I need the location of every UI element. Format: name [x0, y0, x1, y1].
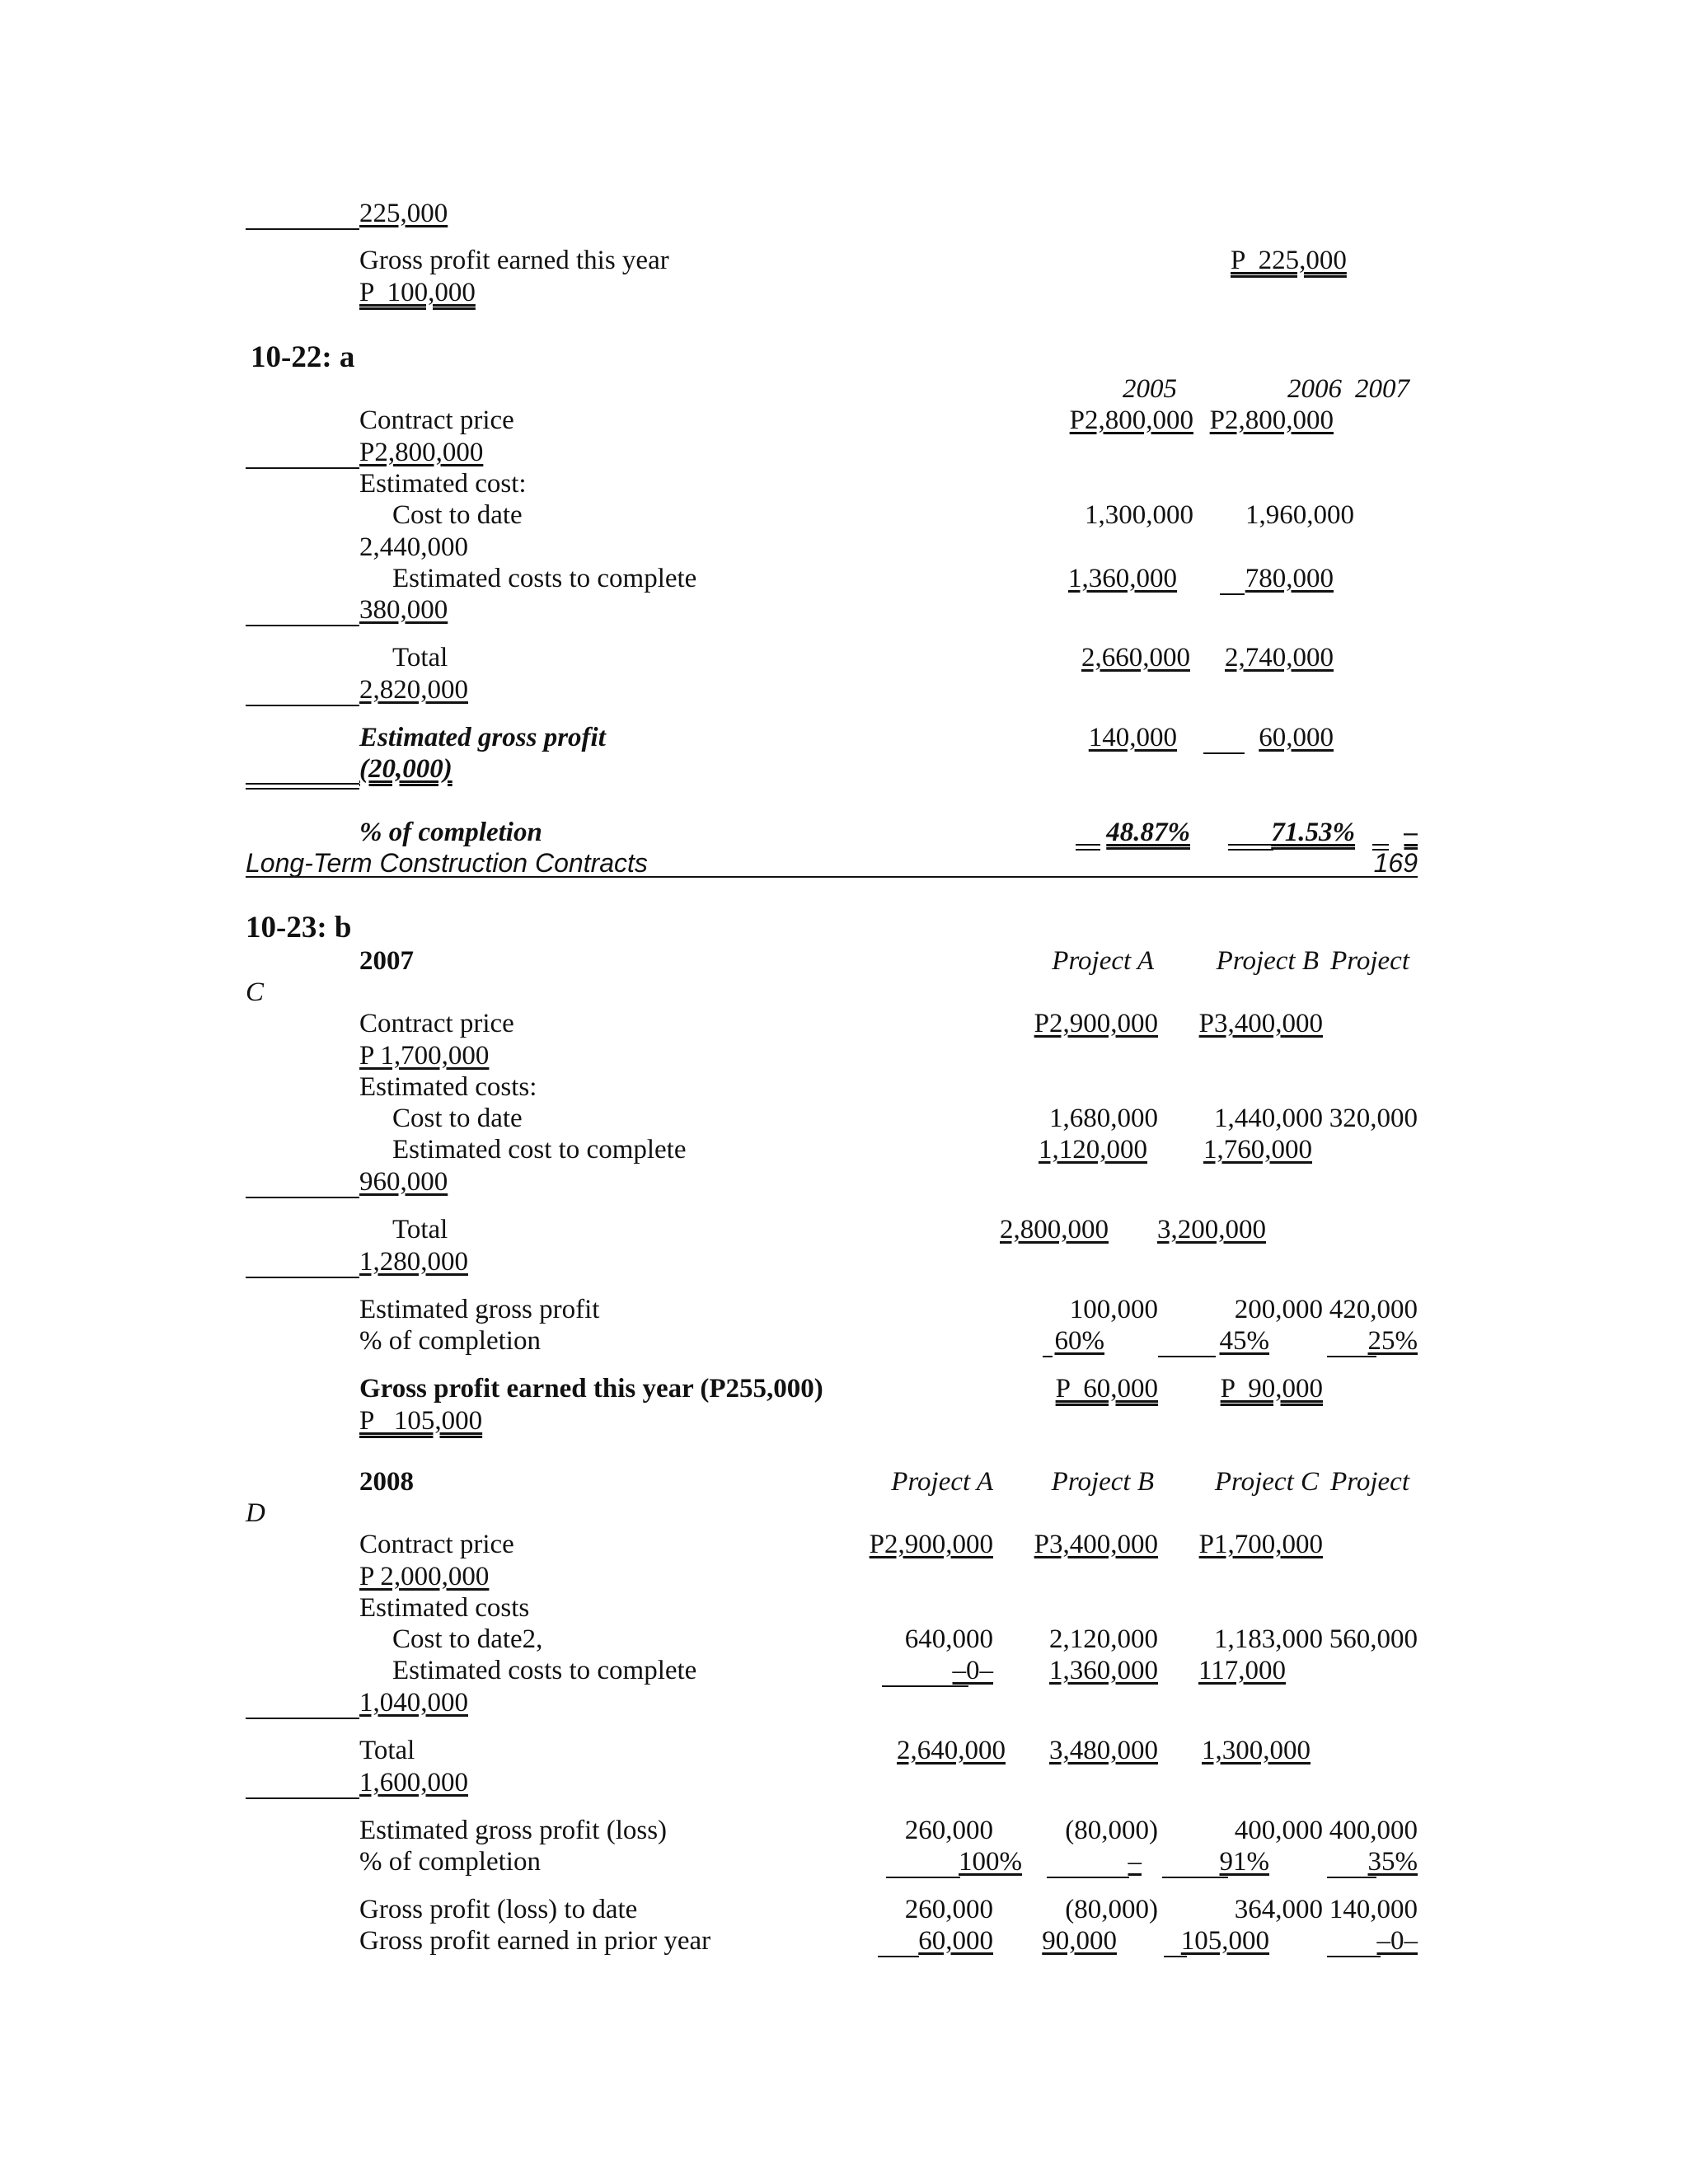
amount: P 225,000 — [1231, 246, 1347, 275]
amount: 60% — [1054, 1326, 1104, 1356]
row-label: Contract price — [359, 405, 514, 435]
rule — [246, 1277, 359, 1278]
amount: P3,400,000 — [1034, 1530, 1158, 1559]
amount: 364,000 — [1234, 1895, 1323, 1924]
row-label: Contract price — [359, 1009, 514, 1038]
rule — [1162, 1877, 1228, 1878]
amount: 71.53% — [1271, 818, 1355, 847]
amount: 105,000 — [1180, 1926, 1269, 1956]
column-header: Project C — [1214, 1467, 1319, 1497]
amount: 140,000 — [1088, 723, 1177, 752]
row-label: Estimated cost to complete — [392, 1135, 687, 1165]
amount: 225,000 — [359, 199, 448, 228]
row-label: Total — [359, 1736, 415, 1765]
amount: 1,600,000 — [359, 1768, 468, 1797]
column-header: 2006 — [1287, 374, 1342, 404]
amount: 260,000 — [904, 1816, 993, 1845]
amount: 2,820,000 — [359, 675, 468, 705]
column-header: Project B — [1216, 946, 1319, 976]
row-label: Estimated gross profit (loss) — [359, 1816, 668, 1845]
amount: P2,900,000 — [869, 1530, 993, 1559]
amount: 117,000 — [1198, 1656, 1286, 1685]
rule — [1327, 1356, 1376, 1357]
column-header: 2007 — [1355, 374, 1409, 404]
amount: – — [1128, 1847, 1142, 1877]
row-label: Gross profit earned this year — [359, 246, 669, 275]
column-header: Project A — [1052, 946, 1154, 976]
rule — [1220, 593, 1245, 595]
column-header: C — [246, 977, 265, 1007]
row-label: Estimated costs to complete — [392, 1656, 697, 1685]
row-label: Cost to date — [392, 500, 523, 530]
amount: –0– — [1376, 1926, 1418, 1956]
amount: 45% — [1219, 1326, 1269, 1356]
rule — [1043, 1356, 1053, 1357]
row-label: Gross profit earned this year (P255,000) — [359, 1374, 823, 1404]
rule — [246, 1197, 359, 1198]
rule — [1164, 1956, 1187, 1957]
row-label: Gross profit (loss) to date — [359, 1895, 638, 1924]
row-label: % of completion — [359, 1847, 541, 1877]
amount: 48.87% — [1106, 818, 1190, 847]
amount: 1,760,000 — [1203, 1135, 1312, 1165]
row-label: Estimated costs — [359, 1593, 530, 1623]
amount: 640,000 — [904, 1624, 993, 1654]
amount: (80,000) — [1065, 1895, 1158, 1924]
amount: 1,300,000 — [1085, 500, 1193, 530]
amount: 25% — [1367, 1326, 1418, 1356]
amount: 420,000 — [1329, 1295, 1418, 1324]
footer-rule — [246, 876, 1418, 878]
row-label: Gross profit earned in prior year — [359, 1926, 711, 1956]
rule — [882, 1685, 968, 1687]
amount: 2,440,000 — [359, 532, 468, 562]
amount: 60,000 — [1259, 723, 1334, 752]
row-label: % of completion — [359, 818, 542, 847]
row-label: Estimated costs: — [359, 1072, 537, 1102]
rule — [886, 1877, 960, 1878]
amount: 91% — [1219, 1847, 1269, 1877]
amount: 1,960,000 — [1245, 500, 1354, 530]
page-number: 169 — [1373, 848, 1418, 878]
amount: P 90,000 — [1220, 1374, 1323, 1404]
amount: 3,200,000 — [1157, 1215, 1266, 1244]
amount: 1,040,000 — [359, 1688, 468, 1718]
amount: 3,480,000 — [1049, 1736, 1158, 1765]
rule — [246, 467, 359, 469]
amount: 2,740,000 — [1225, 643, 1334, 673]
amount: 2,800,000 — [1000, 1215, 1109, 1244]
amount: 2,640,000 — [897, 1736, 1006, 1765]
amount: P2,800,000 — [359, 438, 484, 467]
amount: 560,000 — [1329, 1624, 1418, 1654]
year-heading: 2007 — [359, 946, 414, 976]
amount: P1,700,000 — [1198, 1530, 1323, 1559]
amount: 400,000 — [1234, 1816, 1323, 1845]
row-label: Total — [392, 643, 448, 673]
amount: –0– — [952, 1656, 993, 1685]
amount: 780,000 — [1245, 564, 1334, 593]
rule — [246, 1718, 359, 1719]
amount: 100,000 — [1069, 1295, 1158, 1324]
section-heading: 10-23: b — [246, 911, 352, 944]
row-label: Total — [392, 1215, 448, 1244]
amount: 1,280,000 — [359, 1247, 468, 1277]
amount: 400,000 — [1329, 1816, 1418, 1845]
column-header: 2005 — [1123, 374, 1177, 404]
rule — [246, 625, 359, 626]
amount: (20,000) — [359, 754, 452, 784]
row-label: Cost to date — [392, 1104, 523, 1133]
amount: (80,000) — [1065, 1816, 1158, 1845]
row-label: Contract price — [359, 1530, 514, 1559]
row-label: % of completion — [359, 1326, 541, 1356]
amount: 1,360,000 — [1049, 1656, 1158, 1685]
amount: P3,400,000 — [1198, 1009, 1323, 1038]
amount: 1,680,000 — [1049, 1104, 1158, 1133]
rule — [1203, 752, 1245, 754]
amount: 60,000 — [918, 1926, 993, 1956]
rule — [1047, 1877, 1129, 1878]
amount: – — [1404, 818, 1418, 847]
rule — [878, 1956, 919, 1957]
amount: 1,183,000 — [1214, 1624, 1323, 1654]
rule — [246, 705, 359, 706]
column-header: Project — [1330, 1467, 1409, 1497]
amount: P 105,000 — [359, 1406, 483, 1436]
amount: P2,800,000 — [1069, 405, 1193, 435]
amount: P2,900,000 — [1034, 1009, 1158, 1038]
amount: P 100,000 — [359, 278, 476, 307]
rule — [1327, 1877, 1376, 1878]
amount: 320,000 — [1329, 1104, 1418, 1133]
amount: 100% — [959, 1847, 1022, 1877]
double-rule — [246, 783, 359, 790]
amount: 2,120,000 — [1049, 1624, 1158, 1654]
amount: 1,120,000 — [1039, 1135, 1147, 1165]
column-header: D — [246, 1498, 265, 1528]
amount: 960,000 — [359, 1167, 448, 1197]
rule — [1327, 1956, 1381, 1957]
row-label: Estimated gross profit — [359, 1295, 600, 1324]
column-header: Project — [1330, 946, 1409, 976]
row-label: Estimated cost: — [359, 469, 527, 499]
amount: 1,360,000 — [1068, 564, 1177, 593]
row-label: Estimated costs to complete — [392, 564, 697, 593]
amount: 1,300,000 — [1202, 1736, 1311, 1765]
row-label: Cost to date2, — [392, 1624, 543, 1654]
amount: 2,660,000 — [1081, 643, 1190, 673]
amount: 380,000 — [359, 595, 448, 625]
amount: 1,440,000 — [1214, 1104, 1323, 1133]
amount: 90,000 — [1042, 1926, 1117, 1956]
amount: P 2,000,000 — [359, 1562, 490, 1591]
column-header: Project B — [1051, 1467, 1154, 1497]
amount: P 1,700,000 — [359, 1041, 490, 1071]
rule — [246, 228, 359, 230]
rule — [1158, 1356, 1216, 1357]
amount: P2,800,000 — [1209, 405, 1334, 435]
page-footer-title: Long-Term Construction Contracts — [246, 848, 648, 878]
year-heading: 2008 — [359, 1467, 414, 1497]
amount: 260,000 — [904, 1895, 993, 1924]
amount: 35% — [1367, 1847, 1418, 1877]
rule — [246, 1797, 359, 1799]
section-heading: 10-22: a — [251, 340, 355, 374]
column-header: Project A — [891, 1467, 993, 1497]
amount: 200,000 — [1234, 1295, 1323, 1324]
amount: 140,000 — [1329, 1895, 1418, 1924]
amount: P 60,000 — [1055, 1374, 1158, 1404]
row-label: Estimated gross profit — [359, 723, 606, 752]
